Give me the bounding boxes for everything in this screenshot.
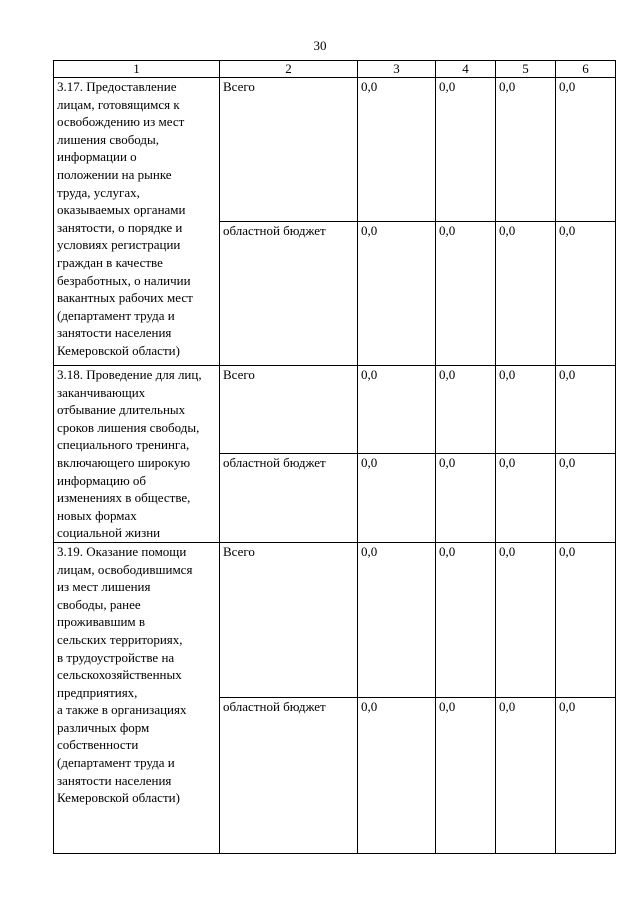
value-cell: 0,0 [358,698,436,854]
column-header-6: 6 [556,61,616,78]
value-cell: 0,0 [556,366,616,454]
value-cell: 0,0 [496,78,556,222]
column-header-1: 1 [54,61,220,78]
value-cell: 0,0 [358,542,436,698]
funding-source: областной бюджет [220,698,358,854]
table-row [54,542,616,698]
item-description: 3.18. Проведение для лиц, заканчивающих отбывание длительных сроков лишения свободы, специального тренинга, включающего широкую информацию об изменениях в обществе, новых формах социальной жизни [54,366,220,543]
value-cell: 0,0 [496,454,556,542]
value-cell: 0,0 [556,698,616,854]
value-cell: 0,0 [436,698,496,854]
value-cell: 0,0 [358,454,436,542]
value-cell: 0,0 [436,542,496,698]
value-cell: 0,0 [358,222,436,366]
column-header-5: 5 [496,61,556,78]
value-cell: 0,0 [496,698,556,854]
table-row [54,78,616,222]
column-header-2: 2 [220,61,358,78]
value-cell: 0,0 [436,454,496,542]
value-cell: 0,0 [436,78,496,222]
value-cell: 0,0 [436,366,496,454]
column-header-3: 3 [358,61,436,78]
column-header-4: 4 [436,61,496,78]
value-cell: 0,0 [496,366,556,454]
value-cell: 0,0 [556,222,616,366]
funding-source: Всего [220,78,358,222]
value-cell: 0,0 [496,542,556,698]
header-row [54,61,616,78]
item-description: 3.19. Оказание помощи лицам, освободившимся из мест лишения свободы, ранее проживавшим в сельских территориях, в трудоустройстве на сельскохозяйственных предприятиях, а также в организациях различных форм собственности (департамент труда и занятости населения Кемеровской области) [54,542,220,853]
value-cell: 0,0 [556,454,616,542]
value-cell: 0,0 [436,222,496,366]
value-cell: 0,0 [496,222,556,366]
value-cell: 0,0 [556,542,616,698]
funding-source: Всего [220,366,358,454]
item-description: 3.17. Предоставление лицам, готовящимся к освобождению из мест лишения свободы, информации о положении на рынке труда, услугах, оказываемых органами занятости, о порядке и условиях регистрации граждан в качестве безработных, о наличии вакантных рабочих мест (департамент труда и занятости населения Кемеровской области) [54,78,220,366]
funding-source: областной бюджет [220,454,358,542]
page-number: 30 [313,38,327,53]
funding-source: областной бюджет [220,222,358,366]
funding-source: Всего [220,542,358,698]
value-cell: 0,0 [358,78,436,222]
table-row [54,366,616,454]
value-cell: 0,0 [556,78,616,222]
budget-table [53,60,616,854]
value-cell: 0,0 [358,366,436,454]
